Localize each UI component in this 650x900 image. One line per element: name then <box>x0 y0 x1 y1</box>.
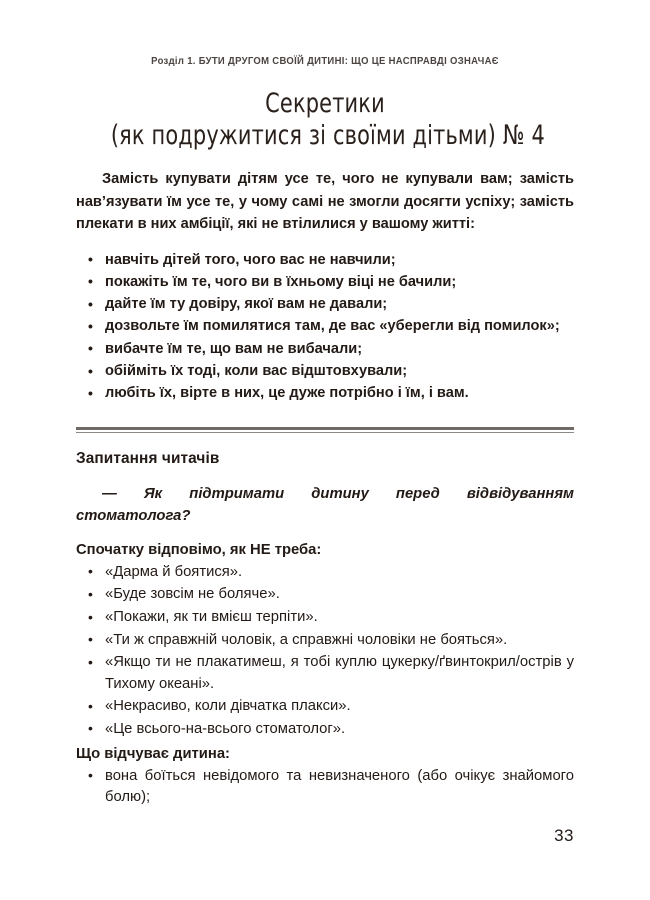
list-item: • «Це всього-на-всього стоматолог». <box>76 719 574 741</box>
list-item: • «Буде зовсім не боляче». <box>76 584 574 606</box>
list-item: • «Ти ж справжній чоловік, а справжні чоловіки не бояться». <box>76 630 574 652</box>
section-title-line-1: Секретики <box>265 88 385 119</box>
feelings-list <box>76 766 574 809</box>
list-item: • любіть їх, вірте в них, це дуже потрібно і їм, і вам. <box>76 383 574 404</box>
list-item: • обійміть їх тоді, коли вас відштовхували; <box>76 361 574 382</box>
list-item: • «Дарма й боятися». <box>76 562 574 584</box>
running-header: Розділ 1. БУТИ ДРУГОМ СВОЇЙ ДИТИНІ: ЩО ЦЕ НАСПРАВДІ ОЗНАЧАЄ <box>151 56 499 67</box>
list-item: • вона боїться невідомого та невизначеного (або очікує знайомого болю); <box>76 766 574 809</box>
list-item: • «Покажи, як ти вмієш терпіти». <box>76 607 574 629</box>
list-item: • вибачте їм те, що вам не вибачали; <box>76 339 574 360</box>
section-title <box>76 89 574 151</box>
list-item: • «Некрасиво, коли дівчатка плакси». <box>76 696 574 718</box>
divider-thin-rule <box>76 432 574 433</box>
page-number: 33 <box>554 826 574 845</box>
section-title-line-2: (як подружитися зі своїми дітьми) № 4 <box>110 120 545 152</box>
list-item: • «Якщо ти не плакатимеш, я тобі куплю цукерку/ґвинтокрил/острів у Тихому океані». <box>76 652 574 695</box>
readers-questions-heading: Запитання читачів <box>76 449 220 467</box>
wrong-phrases-list <box>76 562 574 741</box>
list-item: • дозвольте їм помилятися там, де вас «уберегли від помилок»; <box>76 316 574 337</box>
list-item: • навчіть дітей того, чого вас не навчили; <box>76 250 574 271</box>
intro-paragraph: Замість купувати дітям усе те, чого не купували вам; замість нав’язувати їм усе те, у чому самі не змогли досягти успіху; замість плекати в них амбіції, які не втілилися у вашому житті: <box>76 171 574 232</box>
reader-question: — Як підтримати дитину перед відвідуванням стоматолога? <box>76 485 574 524</box>
list-item: • дайте їм ту довіру, якої вам не давали; <box>76 294 574 315</box>
list-item: • покажіть їм те, чого ви в їхньому віці не бачили; <box>76 272 574 293</box>
feelings-lead-in: Що відчуває дитина: <box>76 745 230 762</box>
answer-lead-in: Спочатку відповімо, як НЕ треба: <box>76 541 322 558</box>
section-divider <box>76 427 574 433</box>
intro-bullet-list <box>76 250 574 405</box>
